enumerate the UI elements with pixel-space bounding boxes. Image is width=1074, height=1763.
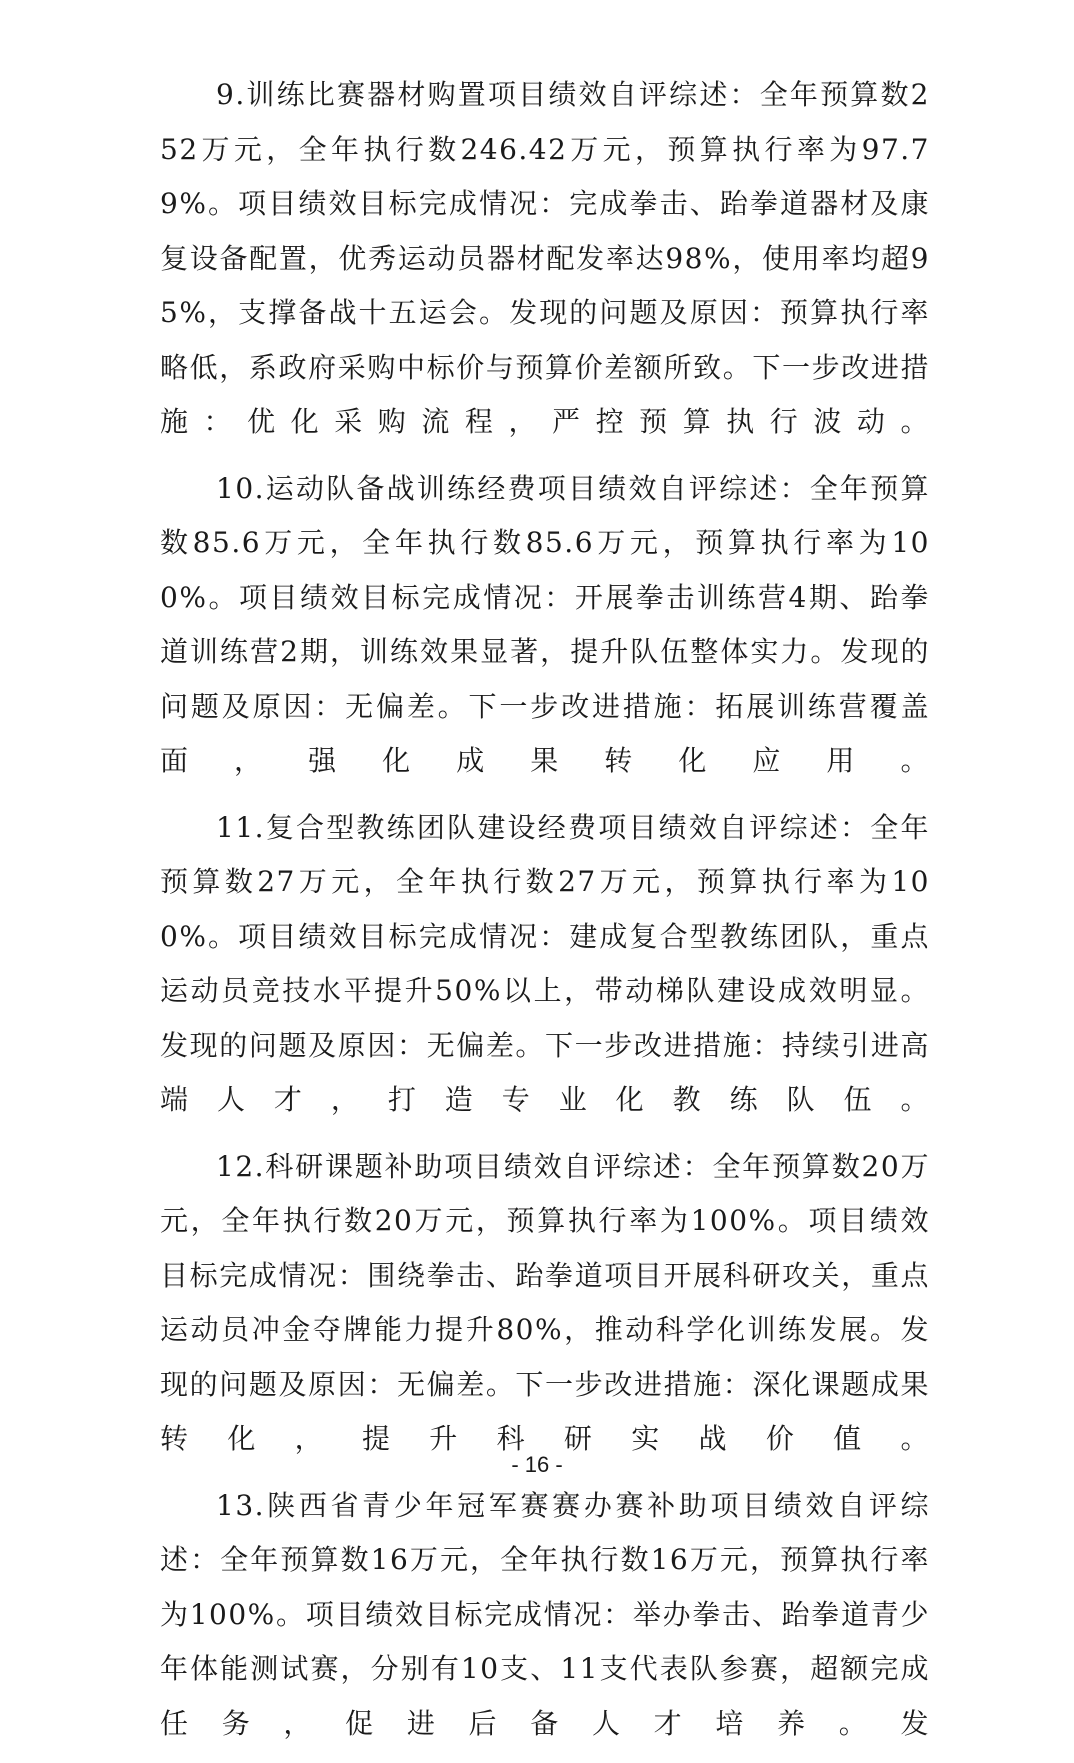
paragraph-item-9: 9.训练比赛器材购置项目绩效自评综述：全年预算数252万元，全年执行数246.42万元，预算执行率为97.79%。项目绩效目标完成情况：完成拳击、跆拳道器材及康复设备配置，优秀运动员器材配发率达98%，使用率均超95%，支撑备战十五运会。发现的问题及原因：预算执行率略低，系政府采购中标价与预算价差额所致。下一步改进措施：优化采购流程，严控预算执行波动。 [160, 78, 930, 438]
document-body [160, 68, 930, 1763]
paragraph-item-12: 12.科研课题补助项目绩效自评综述：全年预算数20万元，全年执行数20万元，预算执行率为100%。项目绩效目标完成情况：围绕拳击、跆拳道项目开展科研攻关，重点运动员冲金夺牌能力提升80%，推动科学化训练发展。发现的问题及原因：无偏差。下一步改进措施：深化课题成果转化，提升科研实战价值。 [160, 1149, 930, 1455]
paragraph-item-13: 13.陕西省青少年冠军赛赛办赛补助项目绩效自评综述：全年预算数16万元，全年执行数16万元，预算执行率为100%。项目绩效目标完成情况：举办拳击、跆拳道青少年体能测试赛，分别有10支、11支代表队参赛，超额完成任务，促进后备人才培养。发 [160, 1488, 930, 1740]
paragraph-item-10: 10.运动队备战训练经费项目绩效自评综述：全年预算数85.6万元，全年执行数85.6万元，预算执行率为100%。项目绩效目标完成情况：开展拳击训练营4期、跆拳道训练营2期，训练效果显著，提升队伍整体实力。发现的问题及原因：无偏差。下一步改进措施：拓展训练营覆盖面，强化成果转化应用。 [160, 471, 930, 777]
page-number: - 16 - [511, 1452, 563, 1477]
paragraph-item-11: 11.复合型教练团队建设经费项目绩效自评综述：全年预算数27万元，全年执行数27万元，预算执行率为100%。项目绩效目标完成情况：建成复合型教练团队，重点运动员竞技水平提升50%以上，带动梯队建设成效明显。发现的问题及原因：无偏差。下一步改进措施：持续引进高端人才，打造专业化教练队伍。 [160, 810, 930, 1116]
